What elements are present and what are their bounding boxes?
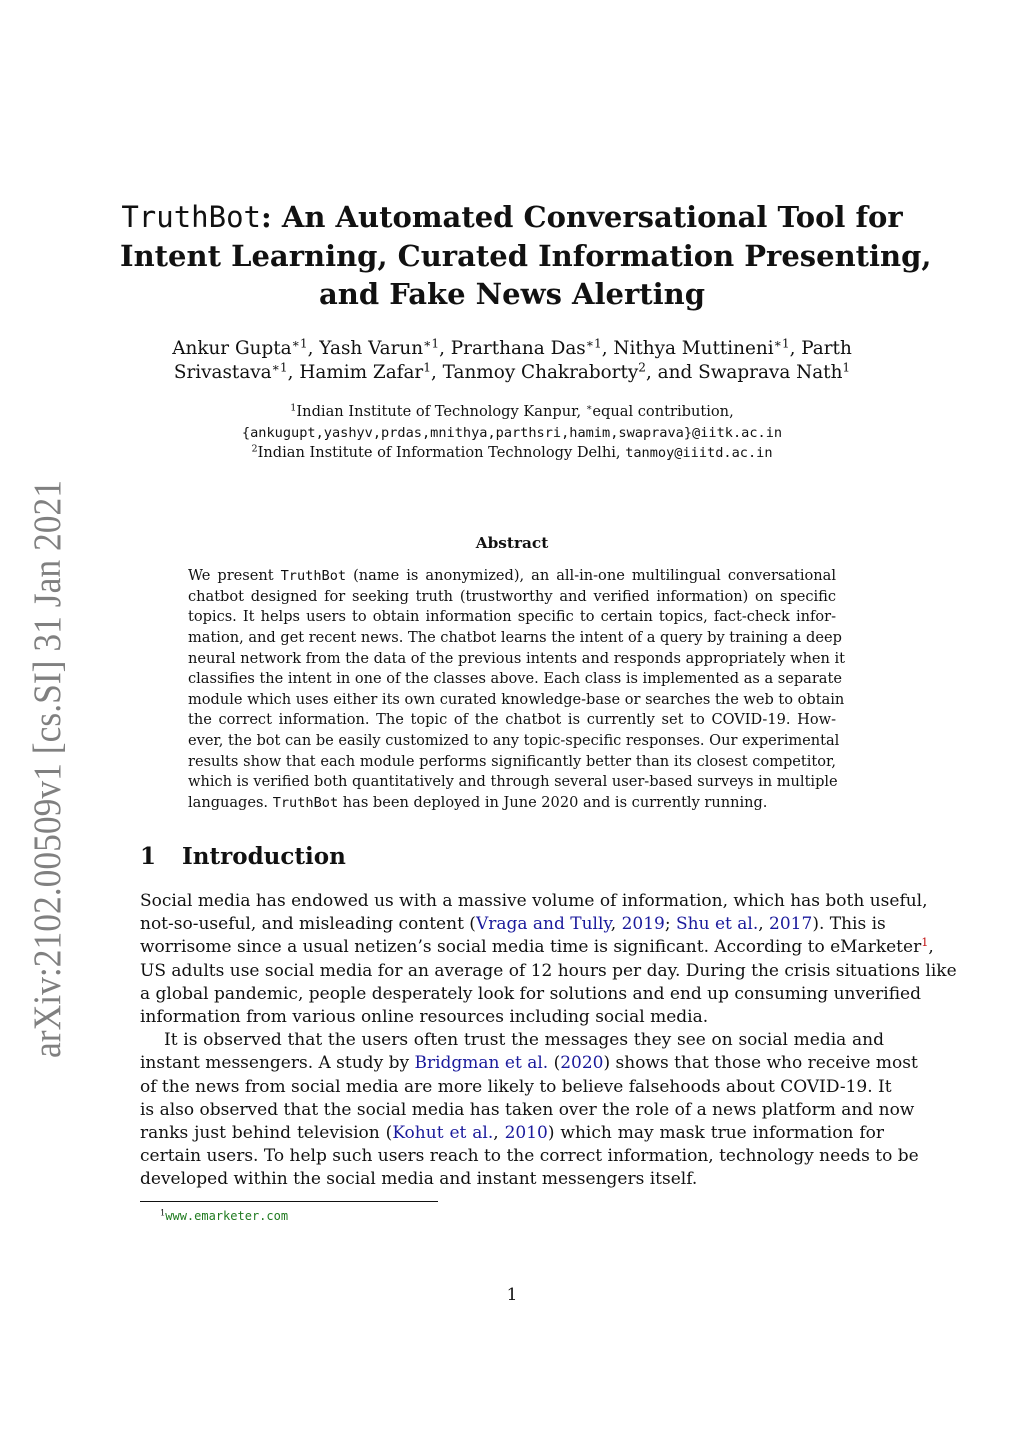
affiliations <box>120 402 904 464</box>
abstract-body <box>188 566 846 814</box>
abstract-line: results show that each module performs significantly better than its closest competitor, <box>188 752 836 770</box>
body-text: not-so-useful, and misleading content ( <box>140 914 476 935</box>
author-affil-mark: ∗1 <box>271 359 288 374</box>
author-list <box>120 337 904 384</box>
footnote-link[interactable]: 1 <box>921 936 929 950</box>
abstract-heading: Abstract <box>475 534 549 552</box>
arxiv-identifier-text: arXiv:2102.00509v1 [cs.SI] 31 Jan 2021 <box>26 423 69 1058</box>
citation-bridgman[interactable]: Bridgman et al. <box>414 1053 549 1074</box>
body-line: information from various online resources including social media. <box>140 1006 709 1027</box>
body-line: developed within the social media and instant messengers itself. <box>140 1169 698 1190</box>
abstract-line: which is verified both quantitatively and through several user-based surveys in multiple <box>188 773 838 791</box>
author-separator: , and <box>645 361 699 383</box>
equal-contribution-text: equal contribution, <box>592 403 734 420</box>
author-name: Ankur Gupta <box>172 338 292 359</box>
body-text: ranks just behind television ( <box>140 1122 393 1143</box>
abstract-text: languages. <box>188 794 273 812</box>
abstract-line <box>188 793 836 814</box>
author-affil-mark: ∗1 <box>773 336 790 351</box>
author-separator: , <box>601 338 614 359</box>
abstract-line: the correct information. The topic of the chatbot is currently set to COVID-19. How- <box>188 711 836 729</box>
author-affil-mark: ∗1 <box>291 336 308 351</box>
author-name: Swaprava Nath <box>698 361 843 383</box>
affil-mark: 2 <box>251 443 258 455</box>
body-line: is also observed that the social media has taken over the role of a news platform and now <box>140 1099 915 1120</box>
citation-vraga-tully[interactable]: Vraga and Tully <box>475 914 611 935</box>
body-line: a global pandemic, people desperately look for solutions and end up consuming unverified <box>140 983 921 1004</box>
body-text: ) shows that those who receive most <box>603 1053 918 1074</box>
introduction-body <box>140 890 957 1191</box>
author-separator: , <box>430 361 443 383</box>
title-line-1-rest: : An Automated Conversational Tool for <box>261 200 903 234</box>
title-system-name: TruthBot <box>121 200 262 234</box>
title-line-2: Intent Learning, Curated Information Presenting, <box>120 238 932 273</box>
abstract-line: classifies the intent in one of the classes above. Each class is implemented as a separate <box>188 670 842 688</box>
abstract-line <box>188 566 836 587</box>
author-affil-mark: ∗1 <box>585 336 602 351</box>
author-line-1 <box>120 337 904 361</box>
body-line <box>140 913 884 936</box>
affiliation-1-text: Indian Institute of Technology Kanpur, <box>296 403 586 420</box>
affil-mark: 1 <box>290 402 297 414</box>
author-name: Srivastava <box>173 361 272 383</box>
body-text: ) which may mask true information for <box>547 1122 884 1143</box>
body-line: US adults use social media for an average of 12 hours per day. During the crisis situations like <box>140 960 957 981</box>
author-name: Tanmoy Chakraborty <box>442 361 639 383</box>
body-line <box>140 1122 884 1145</box>
author-name: Hamim Zafar <box>299 361 424 383</box>
affiliation-1 <box>120 402 904 423</box>
footnote-url-link[interactable]: www.emarketer.com <box>165 1209 289 1223</box>
abstract-text: (name is anonymized), an all-in-one multilingual conversational <box>346 567 836 584</box>
body-text: ). This is <box>812 914 886 935</box>
body-line: It is observed that the users often trust the messages they see on social media and <box>164 1030 884 1051</box>
abstract-text: has been deployed in June 2020 and is currently running. <box>338 794 768 812</box>
section-number: 1 <box>140 843 157 870</box>
citation-year[interactable]: 2020 <box>560 1053 604 1074</box>
affiliation-1-emails <box>120 423 904 444</box>
equal-contribution-mark: ∗ <box>585 402 593 414</box>
email-iiitd: tanmoy@iiitd.ac.in <box>625 445 773 461</box>
citation-kohut[interactable]: Kohut et al. <box>392 1122 494 1143</box>
citation-year[interactable]: 2017 <box>769 914 813 935</box>
author-separator: , <box>307 338 320 359</box>
body-line <box>140 1052 918 1075</box>
footnote-mark: 1 <box>160 1207 166 1218</box>
citation-year[interactable]: 2010 <box>504 1122 548 1143</box>
body-text: , <box>493 1122 505 1143</box>
footnote <box>160 1208 288 1223</box>
body-text: ; <box>664 914 676 935</box>
body-line: of the news from social media are more likely to believe falsehoods about COVID-19. It <box>140 1076 892 1097</box>
paper-title <box>120 198 932 314</box>
section-heading <box>140 843 346 870</box>
abstract-line: ever, the bot can be easily customized to any topic-specific responses. Our experimental <box>188 732 840 750</box>
title-line-3: and Fake News Alerting <box>318 277 706 311</box>
body-line: certain users. To help such users reach to the correct information, technology needs to be <box>140 1146 919 1167</box>
author-separator: , <box>439 338 451 359</box>
body-line: Social media has endowed us with a massive volume of information, which has both useful, <box>140 891 928 911</box>
body-text: , <box>610 914 622 935</box>
body-text: instant messengers. A study by <box>140 1053 415 1074</box>
author-name: Nithya Muttineni <box>613 338 774 359</box>
author-name: Prarthana Das <box>450 338 586 359</box>
author-separator: , <box>287 361 300 383</box>
author-affil-mark: ∗1 <box>423 336 440 351</box>
affiliation-2-text: Indian Institute of Information Technology Delhi, <box>257 444 626 461</box>
abstract-system-name: TruthBot <box>272 795 339 812</box>
email-list-iitk: {ankugupt,yashyv,prdas,mnithya,parthsri,hamim,swaprava}@iitk.ac.in <box>241 424 783 441</box>
abstract-text: We present <box>188 567 281 584</box>
body-text: , <box>758 914 770 935</box>
abstract-line: module which uses either its own curated knowledge-base or searches the web to obtain <box>188 690 845 708</box>
affiliation-2 <box>120 443 904 464</box>
footnote-rule <box>140 1201 438 1202</box>
title-line-1 <box>120 198 904 237</box>
abstract-system-name: TruthBot <box>280 568 347 584</box>
citation-shu[interactable]: Shu et al. <box>676 914 759 935</box>
body-text: , <box>928 937 934 958</box>
section-title: Introduction <box>182 843 346 870</box>
author-affil-mark: 1 <box>423 359 431 374</box>
arxiv-identifier-stamp <box>8 423 80 1078</box>
author-name: Yash Varun <box>319 338 424 359</box>
page-number: 1 <box>506 1285 518 1305</box>
author-affil-mark: 2 <box>638 359 646 374</box>
citation-year[interactable]: 2019 <box>621 914 665 935</box>
abstract-line: chatbot designed for seeking truth (trustworthy and verified information) on specific <box>188 587 836 605</box>
author-affil-mark: 1 <box>842 359 851 374</box>
author-separator: , Parth <box>789 338 852 359</box>
body-text: worrisome since a usual netizen’s social media time is significant. According to eMarketer <box>140 937 922 958</box>
abstract-line: mation, and get recent news. The chatbot learns the intent of a query by training a deep <box>188 628 842 646</box>
abstract-line: neural network from the data of the previous intents and responds appropriately when it <box>188 649 846 667</box>
abstract-line: topics. It helps users to obtain information specific to certain topics, fact-check infor- <box>188 608 836 626</box>
author-line-2 <box>120 361 904 385</box>
body-line <box>140 936 934 959</box>
body-text: ( <box>548 1053 561 1074</box>
